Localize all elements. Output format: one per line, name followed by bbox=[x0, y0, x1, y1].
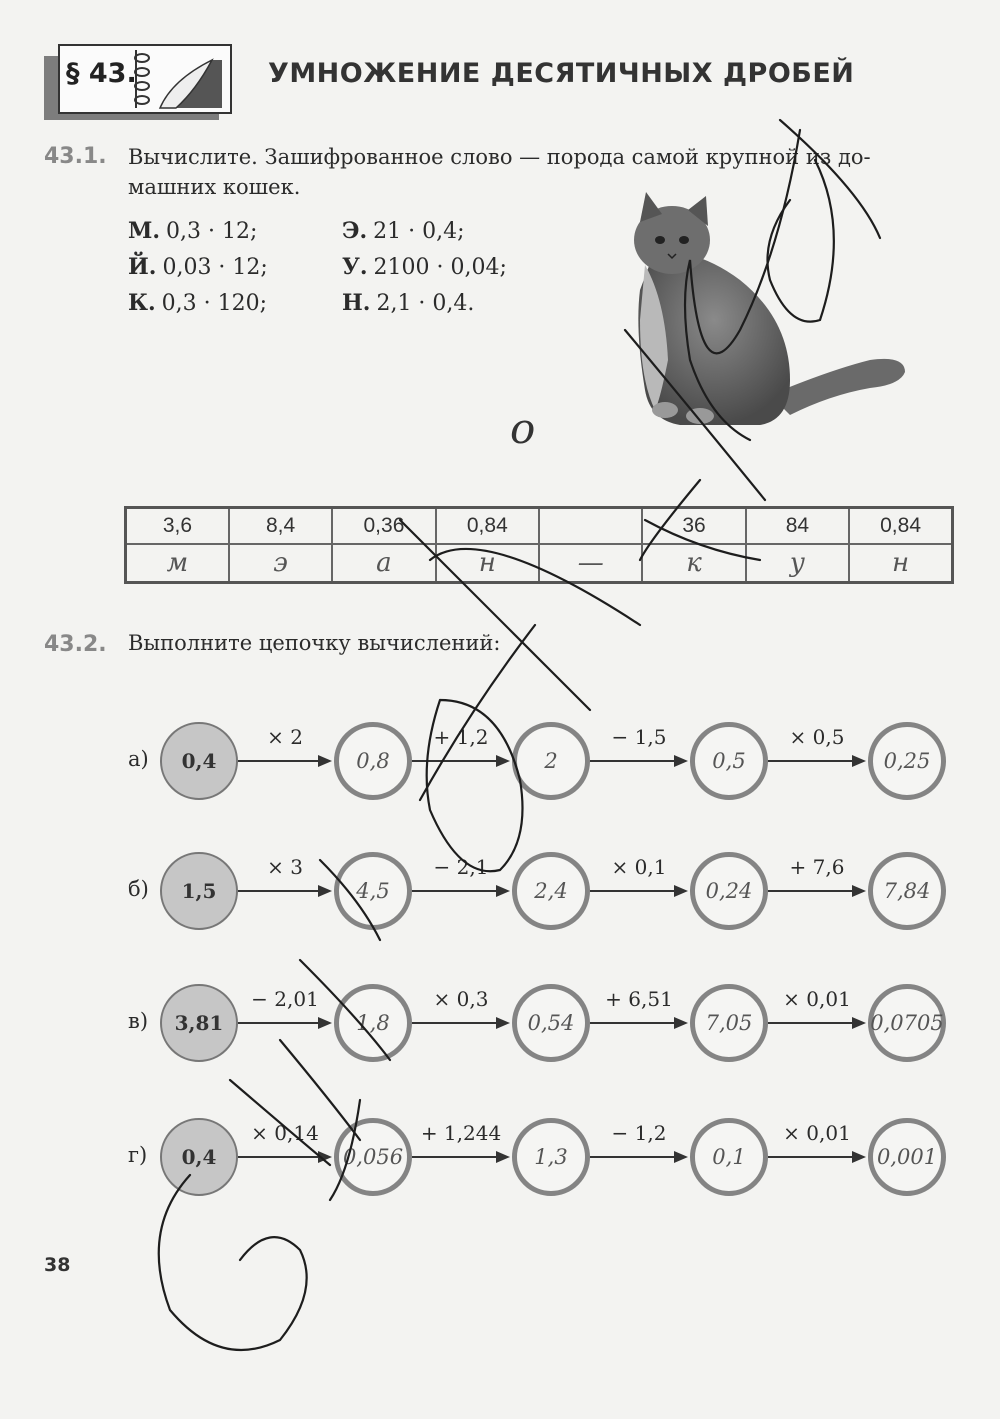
chain-answer-circle[interactable]: 1,3 bbox=[512, 1118, 590, 1196]
chain-start-value: 0,4 bbox=[160, 1118, 238, 1196]
expression-e: Э. 21 · 0,4; bbox=[342, 218, 465, 244]
table-cell: 3,6 bbox=[126, 508, 229, 545]
table-cell: 0,36 bbox=[332, 508, 435, 545]
chain-answer-circle[interactable]: 7,05 bbox=[690, 984, 768, 1062]
task-number-43-2: 43.2. bbox=[44, 632, 107, 657]
chain-label: г) bbox=[128, 1143, 148, 1167]
table-row-numbers bbox=[126, 508, 953, 545]
chain-answer-circle[interactable]: 0,056 bbox=[334, 1118, 412, 1196]
chain-answer-circle[interactable]: 4,5 bbox=[334, 852, 412, 930]
table-row-answers bbox=[126, 544, 953, 583]
arrow-head-icon bbox=[852, 755, 866, 767]
chain-answer-circle[interactable]: 0,24 bbox=[690, 852, 768, 930]
arrow-head-icon bbox=[852, 1017, 866, 1029]
table-cell-answer[interactable]: — bbox=[539, 544, 642, 583]
chain-operation: − 2,1 bbox=[433, 855, 489, 879]
arrow-head-icon bbox=[496, 1151, 510, 1163]
table-cell bbox=[539, 508, 642, 545]
task-text-line2: машних кошек. bbox=[128, 175, 301, 199]
chain-operation: × 0,01 bbox=[783, 987, 851, 1011]
task-text-43-2: Выполните цепочку вычислений: bbox=[128, 631, 501, 655]
chain-label: б) bbox=[128, 877, 149, 901]
arrow-head-icon bbox=[318, 885, 332, 897]
expression-n: Н. 2,1 · 0,4. bbox=[342, 290, 475, 316]
table-cell-answer[interactable]: а bbox=[332, 544, 435, 583]
chain-operation: × 0,3 bbox=[433, 987, 489, 1011]
chain-operation: − 2,01 bbox=[251, 987, 319, 1011]
chain-answer-circle[interactable]: 0,8 bbox=[334, 722, 412, 800]
chain-answer-circle[interactable]: 0,001 bbox=[868, 1118, 946, 1196]
chain-operation: × 0,01 bbox=[783, 1121, 851, 1145]
chain-start-value: 1,5 bbox=[160, 852, 238, 930]
chain-answer-circle[interactable]: 2,4 bbox=[512, 852, 590, 930]
expression-u: У. 2100 · 0,04; bbox=[342, 254, 507, 280]
table-cell-answer[interactable]: к bbox=[642, 544, 745, 583]
page-title: УМНОЖЕНИЕ ДЕСЯТИЧНЫХ ДРОБЕЙ bbox=[268, 58, 855, 89]
chain-answer-circle[interactable]: 1,8 bbox=[334, 984, 412, 1062]
table-cell: 8,4 bbox=[229, 508, 332, 545]
arrow-head-icon bbox=[674, 885, 688, 897]
chain-answer-circle[interactable]: 0,0705 bbox=[868, 984, 946, 1062]
table-cell: 0,84 bbox=[849, 508, 952, 545]
table-cell-answer[interactable]: н bbox=[849, 544, 952, 583]
chain-start-value: 0,4 bbox=[160, 722, 238, 800]
table-cell-answer[interactable]: э bbox=[229, 544, 332, 583]
table-cell-answer[interactable]: н bbox=[436, 544, 539, 583]
table-cell-answer[interactable]: у bbox=[746, 544, 849, 583]
table-cell: 36 bbox=[642, 508, 745, 545]
arrow-head-icon bbox=[674, 1151, 688, 1163]
page-number: 38 bbox=[44, 1254, 71, 1276]
chain-operation: × 0,1 bbox=[611, 855, 667, 879]
chain-answer-circle[interactable]: 0,54 bbox=[512, 984, 590, 1062]
table-cell-answer[interactable]: м bbox=[126, 544, 229, 583]
expression-y: Й. 0,03 · 12; bbox=[128, 254, 268, 280]
chain-label: а) bbox=[128, 747, 149, 771]
chain-answer-circle[interactable]: 2 bbox=[512, 722, 590, 800]
arrow-head-icon bbox=[318, 1151, 332, 1163]
chain-operation: × 2 bbox=[267, 725, 303, 749]
arrow-head-icon bbox=[496, 755, 510, 767]
arrow-head-icon bbox=[496, 1017, 510, 1029]
chain-answer-circle[interactable]: 0,5 bbox=[690, 722, 768, 800]
task-number-43-1: 43.1. bbox=[44, 144, 107, 169]
expression-m: М. 0,3 · 12; bbox=[128, 218, 258, 244]
chain-operation: + 7,6 bbox=[789, 855, 845, 879]
chain-start-value: 3,81 bbox=[160, 984, 238, 1062]
arrow-head-icon bbox=[852, 885, 866, 897]
arrow-head-icon bbox=[318, 1017, 332, 1029]
answer-table bbox=[124, 506, 954, 584]
chain-answer-circle[interactable]: 0,1 bbox=[690, 1118, 768, 1196]
handwritten-o: o bbox=[510, 404, 536, 453]
arrow-head-icon bbox=[674, 1017, 688, 1029]
chain-answer-circle[interactable]: 7,84 bbox=[868, 852, 946, 930]
arrow-head-icon bbox=[496, 885, 510, 897]
chain-operation: + 6,51 bbox=[605, 987, 673, 1011]
expression-k: К. 0,3 · 120; bbox=[128, 290, 268, 316]
arrow-head-icon bbox=[852, 1151, 866, 1163]
task-text-line1: Вычислите. Зашифрованное слово — порода самой крупной из до- bbox=[128, 145, 871, 169]
chain-label: в) bbox=[128, 1009, 149, 1033]
chain-operation: + 1,2 bbox=[433, 725, 489, 749]
arrow-head-icon bbox=[318, 755, 332, 767]
chain-operation: − 1,5 bbox=[611, 725, 667, 749]
chain-operation: × 0,14 bbox=[251, 1121, 319, 1145]
arrow-head-icon bbox=[674, 755, 688, 767]
chain-operation: × 3 bbox=[267, 855, 303, 879]
chain-operation: + 1,244 bbox=[420, 1121, 502, 1145]
chain-operation: × 0,5 bbox=[789, 725, 845, 749]
table-cell: 0,84 bbox=[436, 508, 539, 545]
table-cell: 84 bbox=[746, 508, 849, 545]
section-number: § 43. bbox=[66, 58, 137, 89]
chain-operation: − 1,2 bbox=[611, 1121, 667, 1145]
chain-answer-circle[interactable]: 0,25 bbox=[868, 722, 946, 800]
